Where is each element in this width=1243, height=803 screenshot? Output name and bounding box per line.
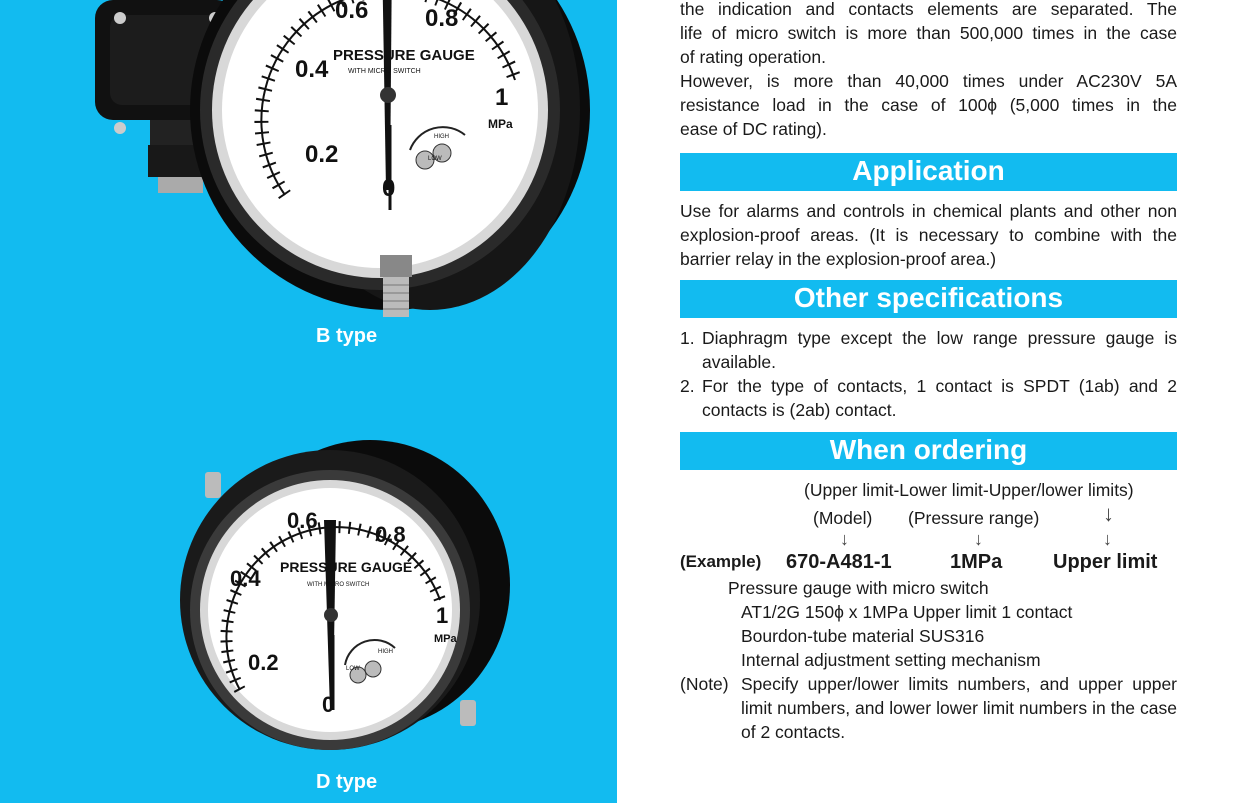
gauge-d-low-label: LOW [346, 666, 360, 672]
desc-line-3: Bourdon-tube material SUS316 [741, 626, 985, 646]
note-text: Specify upper/lower limits numbers, and upper upper limit numbers, and lower lower limit numbers in the case of 2 contacts. [741, 674, 1177, 742]
list-item-text: Diaphragm type except the low range pressure gauge is available. [702, 328, 1177, 372]
b-type-caption: B type [316, 325, 378, 347]
list-item [680, 374, 1177, 422]
gauge-label-0: 0 [382, 175, 396, 202]
intro-line-2: life of micro switch is more than 500,000 times in the case [680, 23, 1177, 43]
intro-line-3: of rating operation. [680, 47, 826, 67]
gauge-label-0-4: 0.4 [295, 56, 329, 83]
list-item [680, 326, 1177, 374]
label-model: (Model) [813, 508, 873, 528]
desc-line-4: Internal adjustment setting mechanism [741, 650, 1041, 670]
list-item-number: 1. [680, 328, 695, 348]
gauge-d-high-label: HIGH [378, 649, 393, 655]
gauge-label-0-2: 0.2 [305, 141, 339, 168]
intro-line-4: However, is more than 40,000 times under AC230V 5A [680, 71, 1177, 91]
ordering-heading: When ordering [680, 432, 1177, 470]
arrow-down-icon: ↓ [1103, 501, 1114, 526]
arrow-down-icon: ↓ [1103, 529, 1112, 549]
example-model: 670-A481-1 [786, 551, 892, 573]
example-range: 1MPa [950, 551, 1003, 573]
arrow-down-icon: ↓ [840, 529, 849, 549]
application-heading: Application [680, 153, 1177, 191]
list-item-number: 2. [680, 376, 695, 396]
gauge-d-label-0: 0 [322, 692, 335, 717]
gauge-label-0-6: 0.6 [335, 0, 369, 24]
arrow-down-icon: ↓ [974, 529, 983, 549]
gauge-high-label: HIGH [434, 134, 449, 140]
example-label: (Example) [680, 552, 762, 571]
note-label: (Note) [680, 674, 729, 694]
gauge-d-label-0-2: 0.2 [248, 650, 279, 675]
application-text: Use for alarms and controls in chemical plants and other non explosion-proof areas. (It is necessary to combine with the barrier relay in the explosion-proof area.) [680, 201, 1177, 269]
b-type-gauge-photo [90, 0, 590, 330]
gauge-title: PRESSURE GAUGE [333, 47, 475, 64]
gauge-d-subtitle: WITH MICRO SWITCH [307, 582, 370, 588]
gauge-label-0-8: 0.8 [425, 5, 459, 32]
gauge-d-label-0-6: 0.6 [287, 508, 318, 533]
gauge-d-unit: MPa [434, 633, 457, 645]
gauge-d-label-0-4: 0.4 [230, 566, 261, 591]
desc-line-2: AT1/2G 150ϕ x 1MPa Upper limit 1 contact [741, 602, 1073, 622]
gauge-unit: MPa [488, 117, 513, 131]
gauge-d-label-0-8: 0.8 [375, 522, 406, 547]
desc-line-1: Pressure gauge with micro switch [728, 578, 989, 598]
other-specs-list [680, 326, 1177, 422]
intro-paragraph [680, 0, 1177, 141]
gauge-subtitle: WITH MICRO SWITCH [348, 68, 421, 75]
d-type-caption: D type [316, 771, 378, 793]
gauge-d-label-1: 1 [436, 603, 449, 628]
gauge-d-title: PRESSURE GAUGE [280, 559, 413, 575]
label-limits: (Upper limit-Lower limit-Upper/lower limits) [804, 480, 1134, 500]
intro-line-6: ease of DC rating). [680, 119, 827, 139]
d-type-gauge-photo [170, 420, 520, 760]
gauge-label-1: 1 [495, 84, 509, 111]
intro-line-1: the indication and contacts elements are separated. The [680, 0, 1177, 19]
label-pressure-range: (Pressure range) [908, 508, 1040, 528]
list-item-text: For the type of contacts, 1 contact is SPDT (1ab) and 2 contacts is (2ab) contact. [702, 376, 1177, 420]
product-photo-panel [0, 0, 617, 803]
example-limit: Upper limit [1053, 551, 1158, 573]
other-specs-heading: Other specifications [680, 280, 1177, 318]
gauge-low-label: LOW [428, 156, 442, 162]
intro-line-5: resistance load in the case of 100ϕ (5,000 times in the [680, 95, 1177, 115]
